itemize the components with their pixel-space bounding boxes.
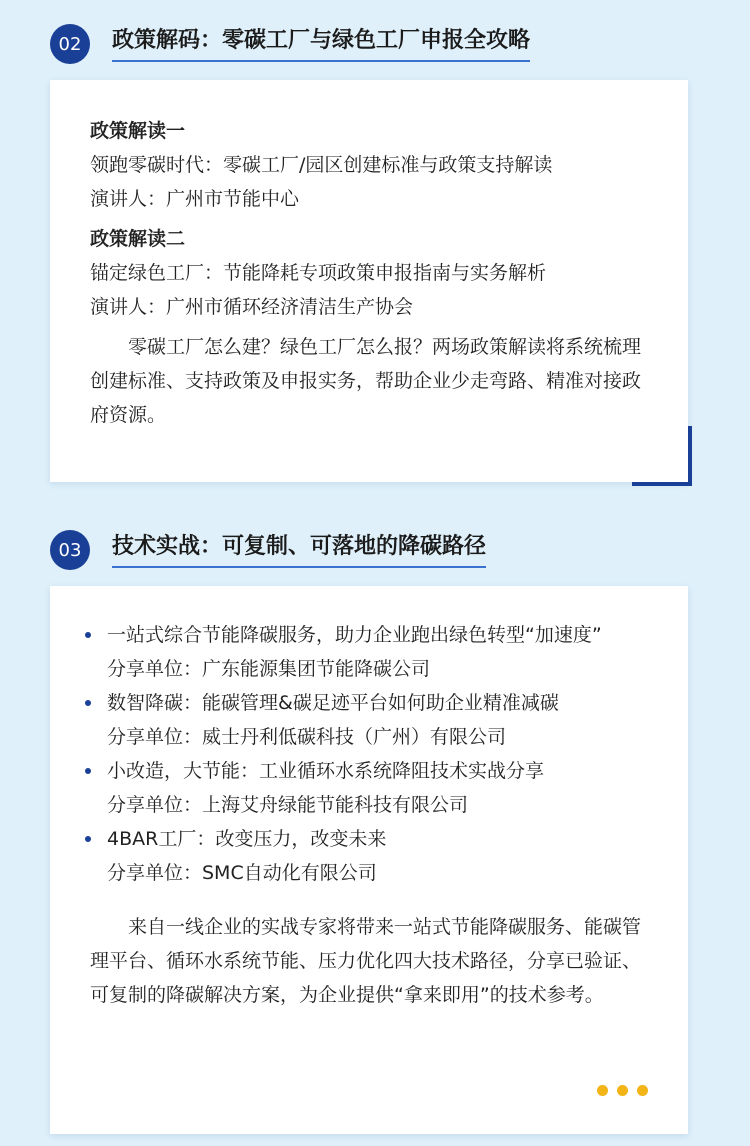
item-title-row: [80, 618, 650, 652]
section-number-badge: 03: [50, 530, 90, 570]
item-unit: 分享单位：威士丹利低碳科技（广州）有限公司: [107, 726, 507, 748]
item-title-row: [80, 754, 650, 788]
item-title-row: [80, 686, 650, 720]
item-unit: 分享单位：广东能源集团节能降碳公司: [107, 658, 431, 680]
section-title: 政策解码：零碳工厂与绿色工厂申报全攻略: [112, 27, 530, 62]
bullet-dot-icon: [85, 700, 91, 706]
tech-summary: 来自一线企业的实战专家将带来一站式节能降碳服务、能碳管理平台、循环水系统节能、压力优化四大技术路径，分享已验证、可复制的降碳解决方案，为企业提供“拿来即用”的技术参考。: [90, 916, 642, 1006]
talk-block: [90, 222, 650, 324]
list-item: [80, 686, 650, 754]
tech-card: [50, 586, 688, 1134]
section-header-02: [50, 24, 530, 64]
dot-icon: [617, 1085, 628, 1096]
list-item: [80, 822, 650, 890]
policy-card-content: [90, 114, 650, 432]
item-title: 一站式综合节能降碳服务，助力企业跑出绿色转型“加速度”: [107, 624, 602, 646]
policy-card: [50, 80, 688, 482]
bullet-dot-icon: [85, 836, 91, 842]
bullet-dot-icon: [85, 768, 91, 774]
section-header-03: [50, 530, 486, 570]
item-title: 小改造，大节能：工业循环水系统降阻技术实战分享: [107, 760, 545, 782]
talk-heading: 政策解读一: [90, 120, 186, 142]
item-unit: 分享单位：上海艾舟绿能节能科技有限公司: [107, 794, 469, 816]
item-unit: 分享单位：SMC自动化有限公司: [107, 862, 377, 884]
talk-speaker: 演讲人：广州市循环经济清洁生产协会: [90, 296, 414, 318]
talk-speaker: 演讲人：广州市节能中心: [90, 188, 300, 210]
talk-topic: 领跑零碳时代：零碳工厂/园区创建标准与政策支持解读: [90, 154, 553, 176]
list-item: [80, 754, 650, 822]
talk-topic: 锚定绿色工厂：节能降耗专项政策申报指南与实务解析: [90, 262, 547, 284]
tech-card-content: [80, 618, 650, 1012]
dot-icon: [637, 1085, 648, 1096]
more-dots-icon: [597, 1085, 648, 1096]
talk-heading: 政策解读二: [90, 228, 186, 250]
item-title: 4BAR工厂：改变压力，改变未来: [107, 828, 387, 850]
dot-icon: [597, 1085, 608, 1096]
section-title: 技术实战：可复制、可落地的降碳路径: [112, 533, 486, 568]
policy-summary: 零碳工厂怎么建？绿色工厂怎么报？两场政策解读将系统梳理创建标准、支持政策及申报实务，帮助企业少走弯路、精准对接政府资源。: [90, 336, 642, 426]
item-title: 数智降碳：能碳管理&碳足迹平台如何助企业精准减碳: [107, 692, 559, 714]
talk-block: [90, 114, 650, 216]
bullet-dot-icon: [85, 632, 91, 638]
corner-bracket-decoration: [632, 426, 692, 486]
section-number-badge: 02: [50, 24, 90, 64]
item-title-row: [80, 822, 650, 856]
list-item: [80, 618, 650, 686]
